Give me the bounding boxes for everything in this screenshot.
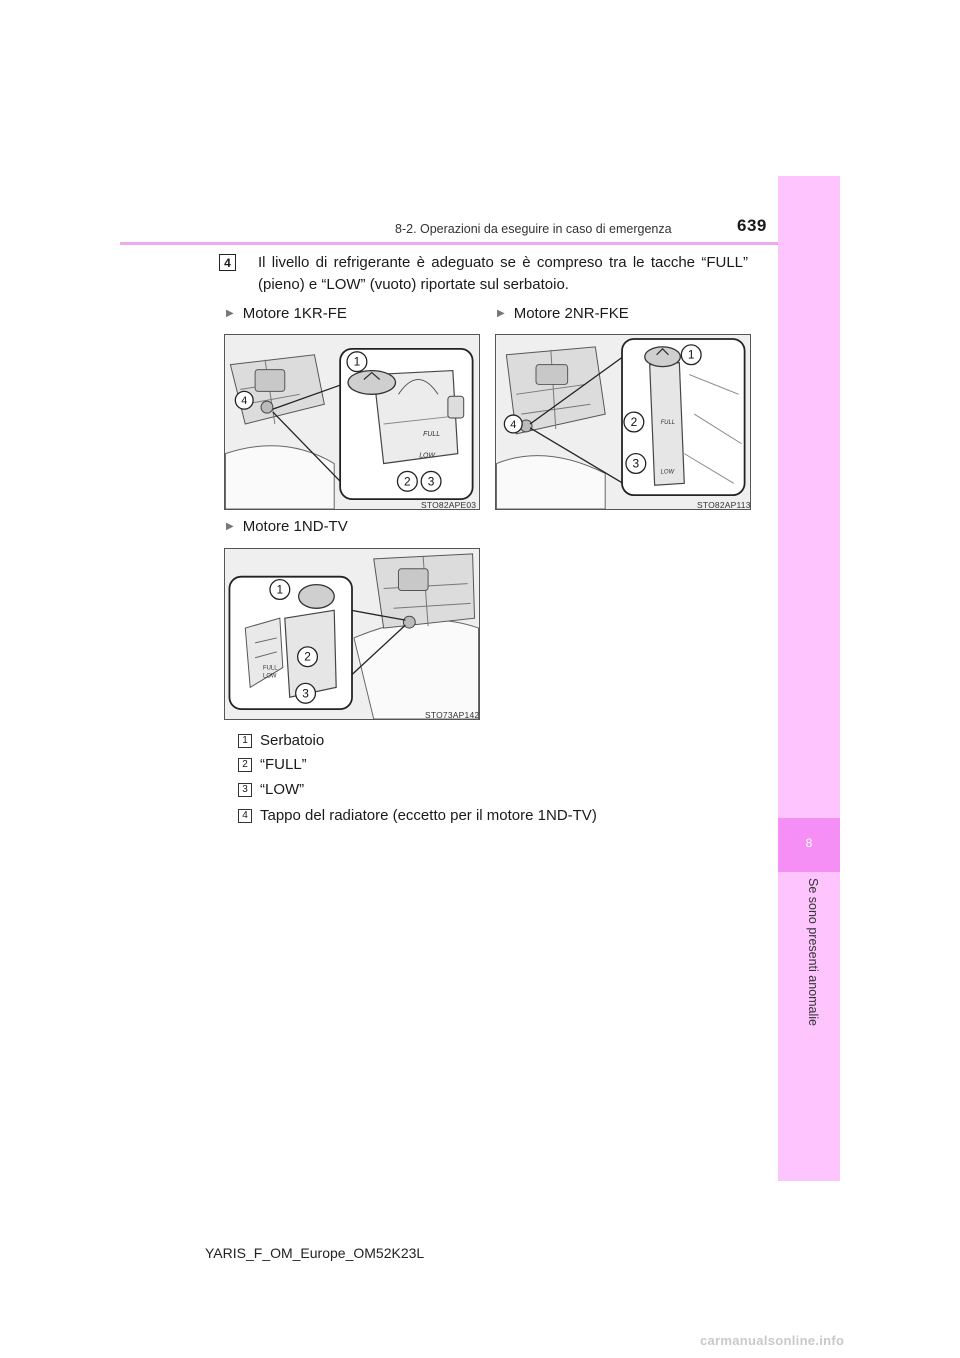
- callout-number: 1: [276, 582, 284, 597]
- figure-label-text: Motore 2NR-FKE: [513, 305, 629, 322]
- callout-number: 1: [353, 354, 361, 369]
- legend-text: Tappo del radiatore (eccetto per il motore 1ND-TV): [260, 807, 597, 824]
- figure-label-2nr: [497, 305, 629, 322]
- engine-2nr-illustration: [496, 335, 750, 509]
- legend-text: “LOW”: [260, 781, 305, 798]
- figure-engine-1nd: [224, 548, 480, 720]
- legend-number-box: 3: [238, 783, 252, 797]
- page-number: 639: [737, 216, 767, 235]
- figure-label-text: Motore 1KR-FE: [242, 305, 347, 322]
- callout-number: 3: [632, 456, 640, 471]
- header-rule: [120, 242, 838, 245]
- figure-label-1nd: [226, 518, 348, 535]
- chapter-side-tab: [778, 176, 840, 1181]
- callout-number: 3: [302, 686, 309, 701]
- chapter-number: 8: [805, 836, 813, 850]
- figure-engine-1kr: [224, 334, 480, 510]
- callout-number: 1: [687, 347, 695, 362]
- legend-number-box: 4: [238, 809, 252, 823]
- figure-code-1kr: STO82APE03: [421, 500, 477, 510]
- callout-number: 3: [427, 474, 435, 489]
- tank-mark-low: LOW: [419, 452, 435, 460]
- triangle-bullet-icon: ▶: [226, 521, 234, 532]
- document-footer-code: YARIS_F_OM_Europe_OM52K23L: [205, 1245, 425, 1261]
- legend-item: [238, 807, 597, 824]
- tank-mark-low: LOW: [660, 469, 675, 476]
- triangle-bullet-icon: ▶: [497, 308, 505, 319]
- step-text: Il livello di refrigerante è adeguato se è compreso tra le tacche “FULL” (pieno) e “LOW” (vuoto) riportate sul serbatoio.: [258, 254, 748, 293]
- legend-number-box: 2: [238, 758, 252, 772]
- figure-code-1nd: STO73AP142: [425, 710, 480, 720]
- chapter-label: Se sono presenti anomalie: [806, 878, 820, 1027]
- callout-number: 2: [630, 414, 638, 429]
- callout-number: 4: [241, 395, 248, 408]
- legend-number-box: 1: [238, 734, 252, 748]
- triangle-bullet-icon: ▶: [226, 308, 234, 319]
- step-badge: 4: [219, 254, 236, 271]
- tank-mark-full: FULL: [660, 419, 676, 426]
- legend-item: [238, 732, 324, 749]
- tank-mark-full: FULL: [263, 665, 278, 672]
- figure-code-2nr: STO82AP113: [697, 500, 751, 510]
- site-watermark: carmanualsonline.info: [700, 1333, 845, 1348]
- header-section-title: 8-2. Operazioni da eseguire in caso di emergenza: [395, 222, 672, 236]
- engine-1nd-illustration: [225, 549, 479, 719]
- legend-item: [238, 756, 307, 773]
- callout-number: 2: [304, 649, 311, 664]
- callout-number: 4: [510, 418, 517, 431]
- legend-text: Serbatoio: [260, 732, 325, 749]
- figure-engine-2nr: [495, 334, 751, 510]
- tank-mark-low: LOW: [263, 673, 277, 680]
- engine-1kr-illustration: [225, 335, 479, 509]
- legend-item: [238, 781, 304, 798]
- tank-mark-full: FULL: [423, 430, 441, 438]
- figure-label-text: Motore 1ND-TV: [242, 518, 348, 535]
- legend-text: “FULL”: [260, 756, 307, 773]
- callout-number: 2: [404, 474, 411, 489]
- figure-label-1kr: [226, 305, 347, 322]
